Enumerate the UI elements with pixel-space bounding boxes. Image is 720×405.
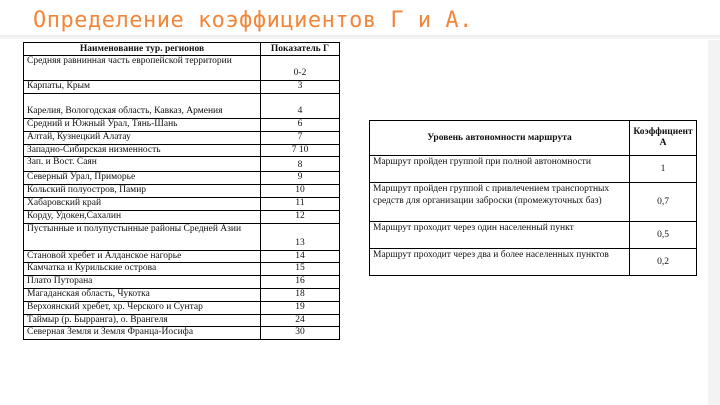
g-value-cell: 30 (261, 327, 340, 340)
table-row (24, 276, 340, 289)
table-row (24, 301, 340, 314)
g-value-cell: 10 (261, 185, 340, 198)
table-row (370, 183, 697, 222)
region-cell: Северная Земля и Земля Франца-Иосифа (24, 327, 261, 340)
g-value-cell: 7 (261, 131, 340, 144)
g-value-cell: 24 (261, 314, 340, 327)
header-region: Наименование тур. регионов (24, 43, 261, 56)
region-cell: Плато Путорана (24, 276, 261, 289)
table-row (24, 81, 340, 94)
region-cell: Северный Урал, Приморье (24, 172, 261, 185)
table-row (24, 210, 340, 223)
table-row (24, 131, 340, 144)
table-row (24, 223, 340, 250)
g-value-cell: 0-2 (261, 56, 340, 81)
autonomy-level-cell: Маршрут проходит через один населенный пункт (370, 222, 630, 249)
region-cell: Магаданская область, Чукотка (24, 288, 261, 301)
region-cell: Карпаты, Крым (24, 81, 261, 94)
region-cell: Становой хребет и Алданское нагорье (24, 250, 261, 263)
header-a-coefficient: Коэффициент А (630, 121, 697, 156)
g-value-cell: 4 (261, 94, 340, 119)
region-cell: Средняя равнинная часть европейской территории (24, 56, 261, 81)
table-header-row (24, 43, 340, 56)
g-value-cell: 13 (261, 223, 340, 250)
g-value-cell: 11 (261, 197, 340, 210)
g-value-cell: 12 (261, 210, 340, 223)
header-g-value: Показатель Г (261, 43, 340, 56)
region-cell: Пустынные и полупустынные районы Средней Азии (24, 223, 261, 250)
region-cell: Хабаровский край (24, 197, 261, 210)
table-row (24, 288, 340, 301)
slide-title: Определение коэффициентов Г и А. (33, 8, 473, 33)
g-value-cell: 6 (261, 119, 340, 132)
table-row (24, 197, 340, 210)
region-cell: Корду, Удокен,Сахалин (24, 210, 261, 223)
region-cell: Кольский полуостров, Памир (24, 185, 261, 198)
autonomy-coefficient-table (369, 120, 697, 276)
table-row (370, 249, 697, 276)
table-row (24, 314, 340, 327)
table-row (24, 157, 340, 172)
table-row (24, 144, 340, 157)
region-cell: Верхоянский хребет, хр. Черского и Сунтар (24, 301, 261, 314)
a-coefficient-cell: 0,5 (630, 222, 697, 249)
table-row (370, 222, 697, 249)
region-cell: Средний и Южный Урал, Тянь-Шань (24, 119, 261, 132)
g-value-cell: 15 (261, 263, 340, 276)
region-cell: Карелия, Вологодская область, Кавказ, Армения (24, 94, 261, 119)
region-cell: Западно-Сибирская низменность (24, 144, 261, 157)
region-cell: Зап. и Вост. Саян (24, 157, 261, 172)
table-row (370, 156, 697, 183)
g-value-cell: 16 (261, 276, 340, 289)
g-value-cell: 14 (261, 250, 340, 263)
autonomy-level-cell: Маршрут пройден группой при полной автономности (370, 156, 630, 183)
a-coefficient-cell: 0,2 (630, 249, 697, 276)
table-row (24, 119, 340, 132)
table-row (24, 172, 340, 185)
region-cell: Таймыр (р. Бырранга), о. Врангеля (24, 314, 261, 327)
g-value-cell: 3 (261, 81, 340, 94)
table-row (24, 327, 340, 340)
g-value-cell: 19 (261, 301, 340, 314)
autonomy-level-cell: Маршрут пройден группой с привлечением транспортных средств для организации заброски (промежуточных баз) (370, 183, 630, 222)
a-coefficient-cell: 0,7 (630, 183, 697, 222)
title-divider (0, 35, 720, 39)
header-autonomy-level: Уровень автономности маршрута (370, 121, 630, 156)
region-coefficient-table (23, 42, 340, 340)
page-edge (708, 40, 720, 405)
table-row (24, 94, 340, 119)
autonomy-level-cell: Маршрут проходит через два и более населенных пунктов (370, 249, 630, 276)
region-cell: Алтай, Кузнецкий Алатау (24, 131, 261, 144)
table-row (24, 185, 340, 198)
a-coefficient-cell: 1 (630, 156, 697, 183)
table-row (24, 263, 340, 276)
g-value-cell: 18 (261, 288, 340, 301)
table-row (24, 250, 340, 263)
table-header-row (370, 121, 697, 156)
g-value-cell: 9 (261, 172, 340, 185)
g-value-cell: 8 (261, 157, 340, 172)
g-value-cell: 7 10 (261, 144, 340, 157)
table-row (24, 56, 340, 81)
region-cell: Камчатка и Курильские острова (24, 263, 261, 276)
